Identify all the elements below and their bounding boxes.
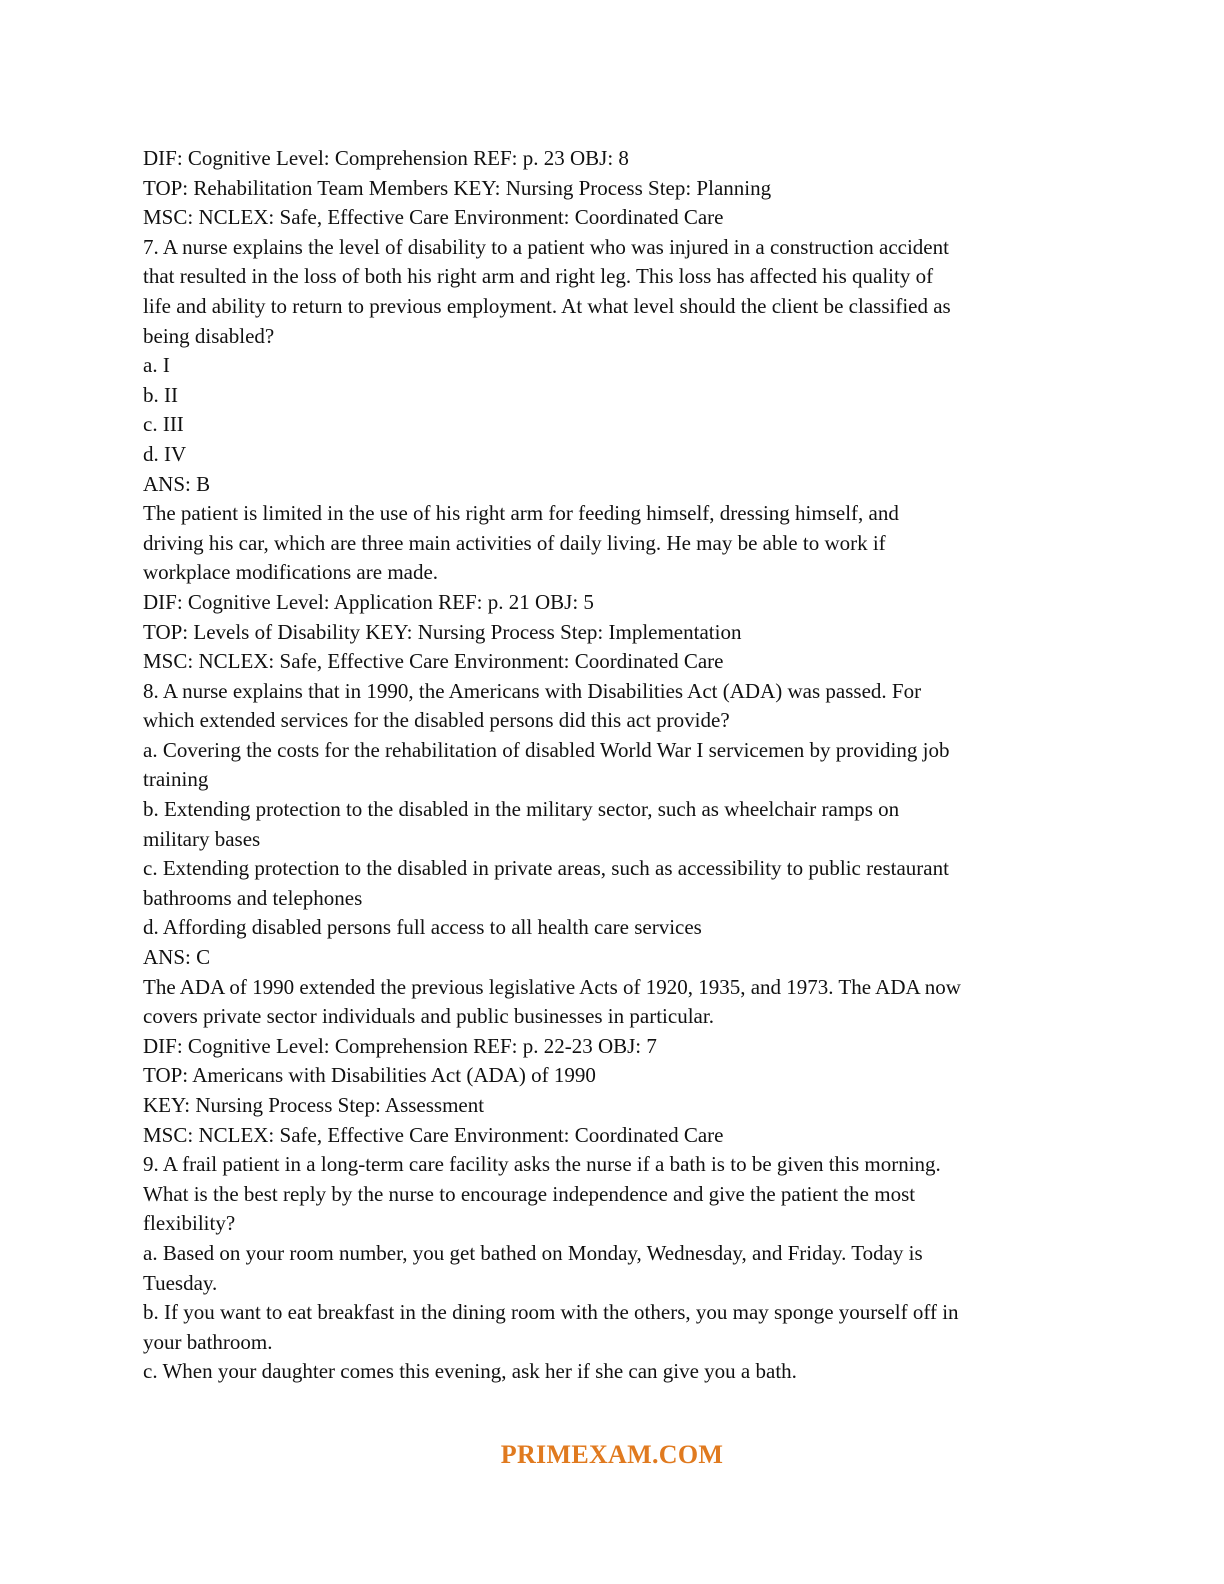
answer-option: a. Covering the costs for the rehabilitation of disabled World War I servicemen by providing job: [143, 737, 950, 762]
text-line: which extended services for the disabled persons did this act provide?: [143, 708, 730, 733]
answer-option: a. I: [143, 353, 170, 378]
question-8-stem: 8. A nurse explains that in 1990, the Americans with Disabilities Act (ADA) was passed. For: [143, 678, 922, 703]
text-line: being disabled?: [143, 323, 275, 348]
answer-key: ANS: B: [143, 471, 211, 496]
question-9-stem: 9. A frail patient in a long-term care facility asks the nurse if a bath is to be given this morning.: [143, 1152, 941, 1177]
text-line: MSC: NCLEX: Safe, Effective Care Environment: Coordinated Care: [143, 1122, 724, 1147]
text-line: MSC: NCLEX: Safe, Effective Care Environment: Coordinated Care: [143, 649, 724, 674]
footer-watermark: PRIMEXAM.COM: [500, 1440, 724, 1469]
text-line: MSC: NCLEX: Safe, Effective Care Environment: Coordinated Care: [143, 205, 724, 230]
text-line: life and ability to return to previous employment. At what level should the client be classified as: [143, 293, 951, 318]
answer-option: d. IV: [143, 441, 187, 466]
answer-key: ANS: C: [143, 945, 211, 970]
text-line: What is the best reply by the nurse to encourage independence and give the patient the most: [143, 1181, 916, 1206]
answer-option: b. Extending protection to the disabled in the military sector, such as wheelchair ramps on: [143, 797, 900, 822]
question-7-stem: 7. A nurse explains the level of disability to a patient who was injured in a construction accident: [143, 234, 949, 259]
answer-option: a. Based on your room number, you get bathed on Monday, Wednesday, and Friday. Today is: [143, 1240, 923, 1265]
answer-option: c. Extending protection to the disabled in private areas, such as accessibility to public restaurant: [143, 856, 949, 881]
answer-option: c. III: [143, 412, 184, 437]
rationale-line: workplace modifications are made.: [143, 560, 439, 585]
rationale-line: The ADA of 1990 extended the previous legislative Acts of 1920, 1935, and 1973. The ADA now: [143, 974, 961, 999]
text-line: that resulted in the loss of both his right arm and right leg. This loss has affected his quality of: [143, 264, 934, 289]
answer-option: d. Affording disabled persons full access to all health care services: [143, 915, 702, 940]
text-line: KEY: Nursing Process Step: Assessment: [143, 1093, 485, 1117]
rationale-line: covers private sector individuals and public businesses in particular.: [143, 1004, 714, 1029]
answer-option: b. If you want to eat breakfast in the dining room with the others, you may sponge yourself off in: [143, 1300, 959, 1325]
answer-option: b. II: [143, 382, 178, 407]
answer-option: your bathroom.: [143, 1329, 273, 1354]
text-line: TOP: Levels of Disability KEY: Nursing Process Step: Implementation: [143, 619, 742, 644]
text-line: TOP: Americans with Disabilities Act (ADA) of 1990: [143, 1063, 596, 1088]
text-line: DIF: Cognitive Level: Comprehension REF: p. 23 OBJ: 8: [143, 146, 629, 170]
text-line: DIF: Cognitive Level: Comprehension REF: p. 22-23 OBJ: 7: [143, 1033, 657, 1058]
rationale-line: driving his car, which are three main activities of daily living. He may be able to work if: [143, 530, 886, 555]
answer-option: bathrooms and telephones: [143, 885, 363, 910]
rationale-line: The patient is limited in the use of his right arm for feeding himself, dressing himself, and: [143, 501, 899, 526]
text-line: flexibility?: [143, 1211, 236, 1236]
answer-option: c. When your daughter comes this evening, ask her if she can give you a bath.: [143, 1359, 797, 1384]
answer-option: military bases: [143, 826, 261, 851]
document-body: [143, 144, 1083, 1387]
text-line: DIF: Cognitive Level: Application REF: p. 21 OBJ: 5: [143, 589, 594, 614]
answer-option: training: [143, 767, 209, 792]
answer-option: Tuesday.: [143, 1270, 218, 1295]
text-line: TOP: Rehabilitation Team Members KEY: Nursing Process Step: Planning: [143, 175, 772, 200]
